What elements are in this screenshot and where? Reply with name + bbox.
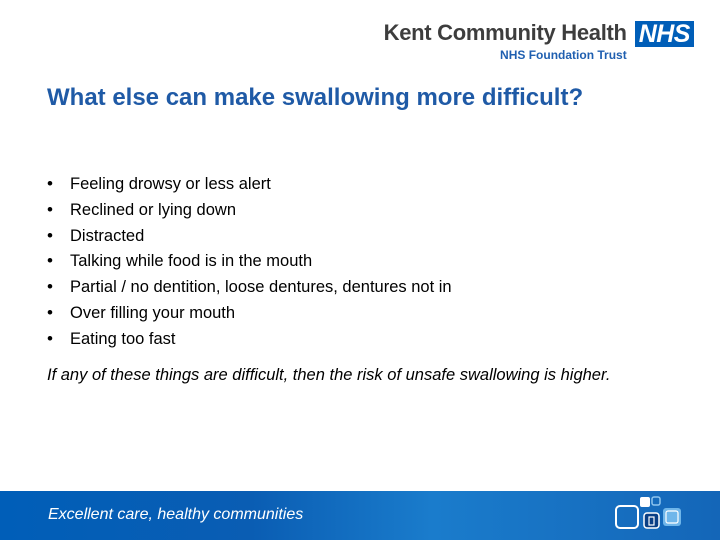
bullet-dot-icon: • (47, 225, 53, 245)
org-subtitle: NHS Foundation Trust (500, 48, 627, 62)
bullet-item (47, 172, 452, 198)
bullet-item (47, 249, 452, 275)
bullet-text: Distracted (70, 226, 145, 245)
bullet-text: Reclined or lying down (70, 200, 237, 219)
footer-tagline: Excellent care, healthy communities (48, 506, 304, 523)
logo-text (384, 20, 627, 63)
bullet-dot-icon: • (47, 174, 53, 193)
bullet-text: Eating too fast (70, 329, 176, 348)
summary-note: If any of these things are difficult, then the risk of unsafe swallowing is higher. (47, 366, 611, 384)
bullet-text: Partial / no dentition, loose dentures, dentures not in (70, 278, 452, 297)
bullet-item (47, 198, 452, 224)
slide-title: What else can make swallowing more difficult? (47, 84, 584, 111)
footer-banner (0, 491, 720, 540)
bullet-dot-icon: • (47, 328, 53, 348)
squares-icon (614, 495, 704, 537)
bullet-text: Talking while food is in the mouth (70, 252, 313, 271)
bullet-item (47, 275, 452, 301)
bullet-dot-icon: • (47, 199, 53, 219)
bullet-list (47, 172, 452, 353)
bullet-item (47, 224, 452, 250)
bullet-item (47, 301, 452, 327)
bullet-dot-icon: • (47, 302, 53, 322)
bullet-item (47, 327, 452, 353)
nhs-logo-badge: NHS (635, 21, 694, 47)
bullet-dot-icon: • (47, 277, 53, 297)
nhs-trust-logo (384, 20, 694, 63)
org-name: Kent Community Health (383, 20, 627, 45)
bullet-text: Over filling your mouth (70, 303, 236, 322)
bullet-text: Feeling drowsy or less alert (70, 175, 271, 193)
bullet-dot-icon: • (47, 251, 53, 271)
